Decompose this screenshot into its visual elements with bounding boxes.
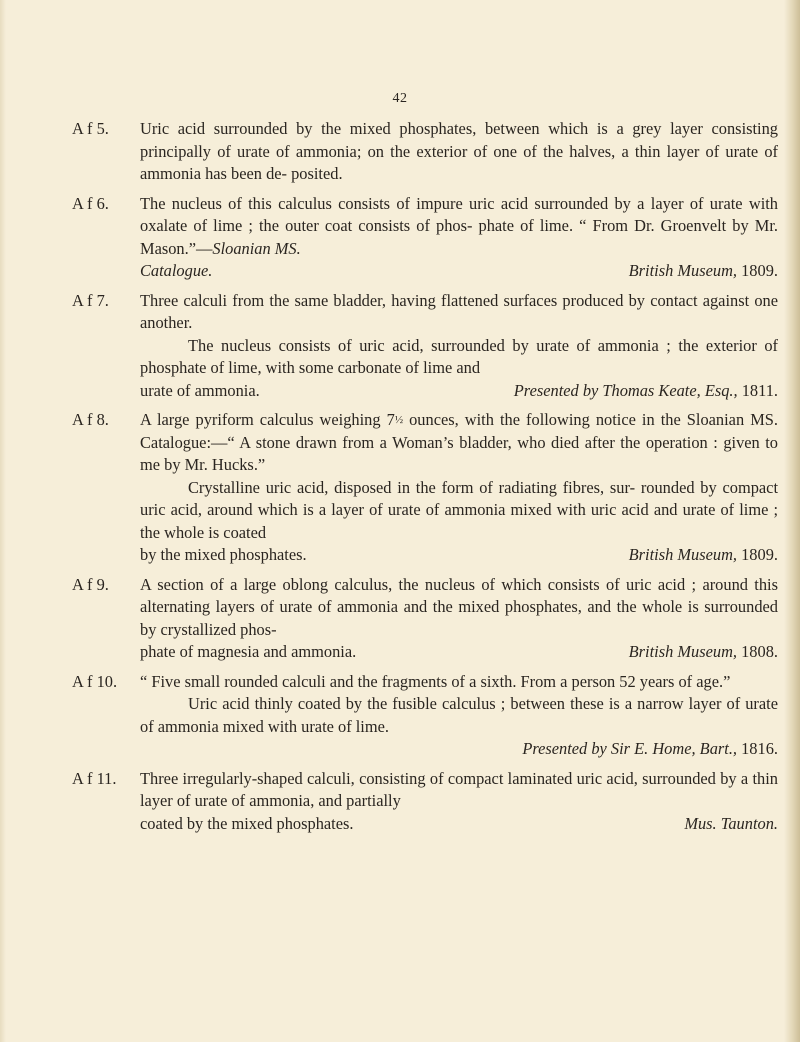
description-final-line: phate of magnesia and ammonia. [140, 642, 357, 661]
entry-description: Uric acid thinly coated by the fusible calculus ; between these is a narrow layer of urate of ammonia mixed with urate of lime. [140, 694, 778, 736]
page-edge-shadow [784, 0, 800, 1042]
entry-af8 [72, 409, 778, 567]
entry-attribution-line [140, 813, 778, 836]
attribution-source: Presented by Sir E. Home, Bart., [522, 739, 738, 758]
entry-label: A f 5. [72, 119, 109, 138]
entry-attribution-line [140, 738, 778, 761]
description-text: ounces, with the following notice in the Sloanian MS. Catalogue:—“ A stone drawn from a Woman’s bladder, who died after the operation : given to me by Mr. Hucks.” [140, 410, 778, 474]
entry-af10 [72, 671, 778, 761]
entry-attribution-line [140, 380, 778, 403]
entry-attribution-line [140, 260, 778, 283]
description-text: A large pyriform calculus weighing 7 [140, 410, 395, 429]
source-continuation: Catalogue. [140, 261, 213, 280]
entry-description: “ Five small rounded calculi and the fragments of a sixth. From a person 52 years of age.” [140, 671, 731, 691]
entry-description [140, 193, 778, 261]
entry-af5 [72, 118, 778, 186]
entry-attribution-line [140, 641, 778, 664]
attribution [629, 641, 778, 664]
attribution-source: British Museum, [628, 642, 738, 661]
attribution-year: 1808. [737, 642, 778, 661]
attribution-source: Presented by Thomas Keate, Esq., [513, 380, 738, 400]
entry-description: A section of a large oblong calculus, the nucleus of which consists of uric acid ; around this alternating layers of urate of ammonia and the mixed phosphates, and the whole is surrounded by crystallized phos- [140, 574, 778, 639]
page-number: 42 [392, 91, 408, 106]
attribution-source: British Museum, [628, 545, 738, 564]
entry-label: A f 11. [72, 768, 117, 788]
source-reference: Sloanian MS. [212, 238, 301, 258]
entry-label: A f 8. [72, 410, 109, 429]
attribution-year: 1809. [737, 545, 778, 564]
attribution-year: 1816. [737, 739, 778, 758]
description-final-line: by the mixed phosphates. [140, 545, 307, 564]
description-final-line: urate of ammonia. [140, 380, 260, 400]
entry-attribution-line [140, 544, 778, 567]
entry-description: Three irregularly-shaped calculi, consisting of compact laminated uric acid, surrounded by a thin layer of urate of ammonia, and partially [140, 768, 778, 810]
entry-description [140, 409, 778, 477]
entry-description: Uric acid surrounded by the mixed phosphates, between which is a grey layer consisting principally of urate of ammonia; on the exterior of one of the halves, a thin layer of urate of ammonia has been de- posited. [140, 119, 778, 183]
description-text: The nucleus of this calculus consists of impure uric acid surrounded by a layer of urate with oxalate of lime ; the outer coat consists of phos- phate of lime. “ From Dr. Groenvelt by Mr. Mason.”— [140, 193, 778, 258]
page-edge-left [0, 0, 6, 1042]
entry-label: A f 9. [72, 574, 109, 594]
attribution [514, 380, 778, 403]
entry-label: A f 7. [72, 290, 109, 310]
attribution [522, 738, 778, 761]
entry-af6 [72, 193, 778, 283]
attribution-source: Mus. Taunton. [684, 813, 778, 833]
description-final-line: coated by the mixed phosphates. [140, 813, 354, 833]
entry-af7 [72, 290, 778, 403]
catalogue-entries [72, 118, 778, 842]
entry-af9 [72, 574, 778, 664]
attribution [629, 544, 778, 567]
entry-description: The nucleus consists of uric acid, surrounded by urate of ammonia ; the exterior of phosphate of lime, with some carbonate of lime and [140, 335, 778, 377]
entry-af11 [72, 768, 778, 836]
fraction: ½ [394, 414, 404, 426]
entry-label: A f 10. [72, 671, 118, 691]
entry-description: Crystalline uric acid, disposed in the form of radiating fibres, sur- rounded by compact uric acid, around which is a layer of urate of ammonia mixed with uric acid and urate of lime ; the whole is coated [140, 477, 778, 542]
attribution [629, 260, 778, 283]
attribution-year: 1809. [737, 261, 778, 280]
attribution-year: 1811. [737, 380, 778, 400]
entry-label: A f 6. [72, 193, 109, 213]
attribution-source: British Museum, [628, 261, 738, 280]
entry-description: Three calculi from the same bladder, having flattened surfaces produced by contact against one another. [140, 290, 778, 332]
